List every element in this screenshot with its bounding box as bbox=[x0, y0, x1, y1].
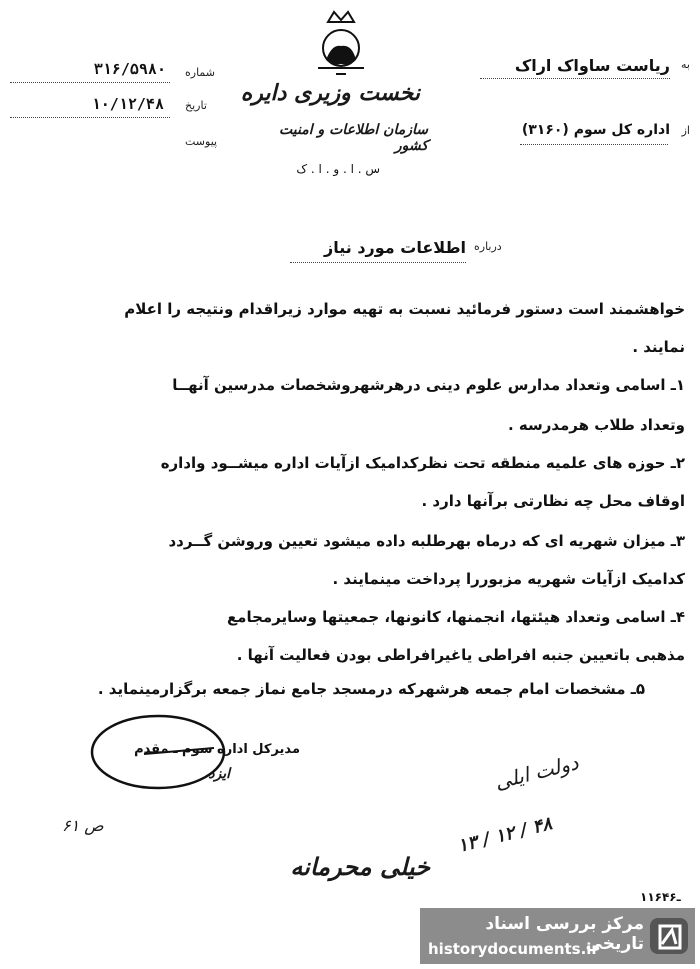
watermark bbox=[420, 908, 695, 964]
classification-stamp: خیلی محرمانه bbox=[290, 852, 430, 881]
org-script: نخست وزیری دایره bbox=[240, 80, 420, 106]
number-label: شماره bbox=[185, 66, 216, 79]
archive-logo-icon bbox=[648, 914, 690, 958]
number-value: ۳۱۶/۵۹۸۰ bbox=[93, 60, 166, 78]
body-line: وتعداد طلاب هرمدرسه . bbox=[507, 416, 685, 434]
lion-and-sun-emblem-icon bbox=[306, 8, 376, 80]
handwritten-name: دولت ایلی bbox=[492, 750, 581, 795]
body-line: مذهبی باتعیین جنبه افراطی یاغیرافراطی بودن فعالیت آنها . bbox=[236, 646, 685, 664]
subject-value: اطلاعات مورد نیاز bbox=[324, 238, 466, 257]
subject-label: درباره bbox=[474, 240, 502, 253]
handwritten-number: ص ۶۱ bbox=[62, 816, 104, 835]
body-line: نمایند . bbox=[632, 338, 685, 356]
body-line: کدامیک ازآیات شهریه مزبوررا پرداخت مینمایند . bbox=[332, 570, 685, 588]
recipient-to: ریاست ساواک اراک bbox=[514, 56, 670, 75]
date-label: تاریخ bbox=[185, 99, 207, 112]
watermark-url: historydocuments.ir bbox=[428, 940, 599, 958]
date-field bbox=[10, 95, 170, 118]
org-name: سازمان اطلاعات و امنیت کشور bbox=[279, 122, 428, 154]
to-prefix: به bbox=[681, 58, 690, 71]
to-dots bbox=[480, 78, 670, 79]
body-line: اوقاف محل چه نظارتی برآنها دارد . bbox=[421, 492, 685, 510]
from-dots bbox=[520, 144, 668, 145]
number-field bbox=[10, 60, 170, 83]
recipient-from-row bbox=[520, 122, 690, 144]
from-prefix: از bbox=[681, 124, 690, 137]
signature-title: مدیرکل اداره سوم ـ مقدم bbox=[134, 742, 300, 757]
org-code: س . ا . و . ا . ک bbox=[296, 162, 380, 176]
page-number: ۱۱۶ـ۴۶ bbox=[640, 890, 681, 904]
body-line: ۵ـ مشخصات امام جمعه هرشهرکه درمسجد جامع نماز جمعه برگزارمینماید . bbox=[97, 680, 645, 698]
recipient-to-row bbox=[480, 56, 690, 78]
watermark-title: مرکز بررسی اسناد تاریخی bbox=[485, 914, 644, 954]
body-line: ۲ـ حوزه های علمیه منطقه تحت نظرکدامیک ازآیات اداره میشــود واداره bbox=[160, 454, 685, 472]
body-line: ۳ـ میزان شهریه ای که درماه بهرطلبه داده میشود تعیین وروشن گــردد bbox=[168, 532, 685, 550]
attachment-label: پیوست bbox=[185, 135, 218, 148]
subject-dots bbox=[290, 262, 466, 263]
date-value: ۱۰/۱۲/۴۸ bbox=[91, 95, 164, 113]
body-line: خواهشمند است دستور فرمائید نسبت به تهیه موارد زیراقدام ونتیجه را اعلام bbox=[124, 300, 685, 318]
body-line: ۱ـ اسامی وتعداد مدارس علوم دینی درهرشهروشخصات مدرسین آنهــا bbox=[172, 376, 685, 394]
signature-initials: ایزد bbox=[208, 766, 230, 782]
recipient-from: اداره کل سوم (۳۱۶۰) bbox=[521, 122, 670, 138]
handwritten-date: ۱۳ / ۱۲ / ۴۸ bbox=[455, 813, 555, 857]
body-line: ۴ـ اسامی وتعداد هیئتها، انجمنها، کانونها، جمعیتها وسایرمجامع bbox=[226, 608, 685, 626]
